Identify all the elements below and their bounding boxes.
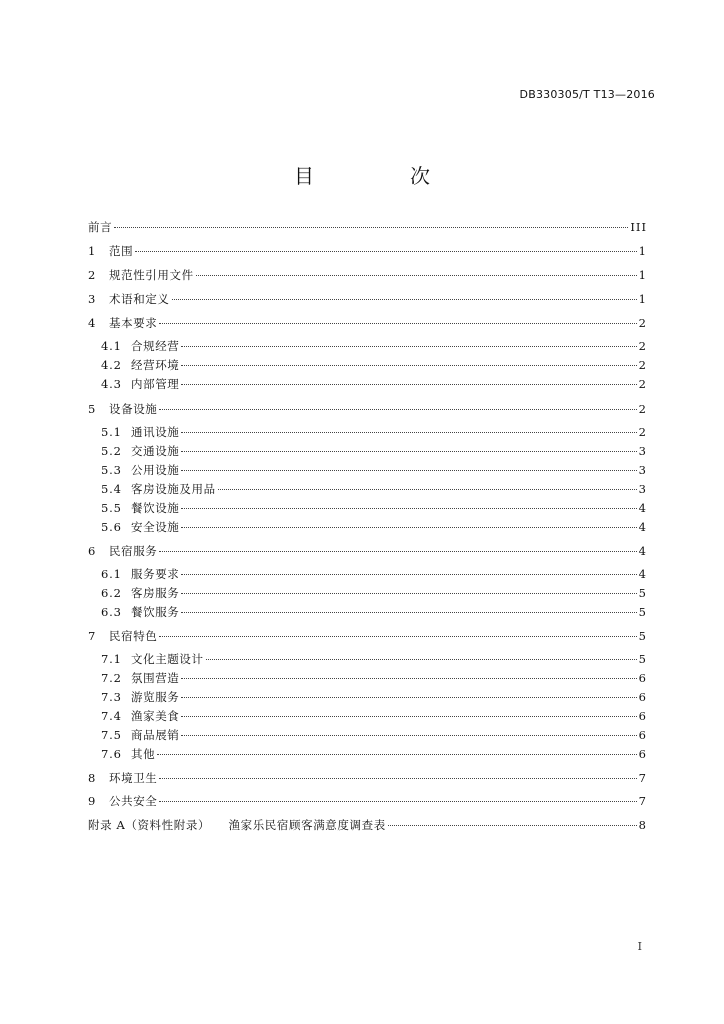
toc-entry-page: III [630,220,647,234]
toc-entry-number: 6.1 [101,567,122,581]
toc-dot-leader [196,275,637,276]
toc-entry[interactable] [88,566,647,582]
toc-entry[interactable] [88,443,647,459]
toc-entry-page: 2 [638,339,647,353]
toc-entry-label: 附录 A（资料性附录） 渔家乐民宿顾客满意度调查表 [88,818,386,832]
toc-entry-number: 5.6 [101,520,122,534]
toc-entry-number: 5.3 [101,463,122,477]
toc-dot-leader [181,612,636,613]
toc-entry-page: 4 [638,544,647,558]
toc-entry-page: 6 [638,690,647,704]
toc-entry-page: 2 [638,316,647,330]
toc-entry-number: 7.2 [101,671,122,685]
toc-entry-label: 设备设施 [109,402,158,416]
document-code: DB330305/T T13—2016 [519,88,655,101]
toc-entry-label: 内部管理 [131,377,180,391]
toc-entry[interactable] [88,219,647,235]
toc-entry[interactable] [88,243,647,259]
toc-entry-label: 公用设施 [131,463,180,477]
toc-entry-number: 6 [88,544,96,558]
toc-entry-label: 通讯设施 [131,425,180,439]
toc-entry-label: 客房服务 [131,586,180,600]
page-number: I [637,940,642,953]
toc-entry-number: 6.3 [101,605,122,619]
toc-entry[interactable] [88,543,647,559]
toc-entry[interactable] [88,315,647,331]
toc-entry-label: 服务要求 [131,567,180,581]
toc-entry-number: 8 [88,771,96,785]
toc-entry-page: 8 [638,818,647,832]
toc-entry[interactable] [88,585,647,601]
toc-dot-leader [181,508,636,509]
toc-entry-label: 商品展销 [131,728,180,742]
toc-dot-leader [157,754,636,755]
toc-entry-page: 2 [638,402,647,416]
toc-entry[interactable] [88,424,647,440]
toc-entry-page: 3 [638,444,647,458]
toc-entry-page: 6 [638,728,647,742]
toc-dot-leader [181,527,636,528]
toc-entry-label: 前言 [88,220,113,234]
toc-entry-label: 环境卫生 [109,771,158,785]
toc-entry-number: 2 [88,268,96,282]
toc-dot-leader [159,636,636,637]
toc-dot-leader [181,735,636,736]
toc-entry-page: 5 [638,605,647,619]
toc-dot-leader [181,432,636,433]
toc-dot-leader [135,251,636,252]
toc-dot-leader [181,384,636,385]
toc-entry[interactable] [88,519,647,535]
toc-entry-number: 5 [88,402,96,416]
toc-entry-page: 1 [638,268,647,282]
page-title: 目 次 [294,164,468,188]
toc-entry-label: 渔家美食 [131,709,180,723]
toc-entry-label: 民宿特色 [109,629,158,643]
toc-entry-number: 3 [88,292,96,306]
toc-entry[interactable] [88,793,647,809]
toc-dot-leader [206,659,637,660]
toc-dot-leader [388,825,637,826]
toc-entry-label: 餐饮设施 [131,501,180,515]
toc-dot-leader [172,299,637,300]
toc-entry[interactable] [88,267,647,283]
toc-entry-page: 3 [638,463,647,477]
toc-entry-label: 术语和定义 [109,292,170,306]
toc-entry[interactable] [88,376,647,392]
toc-dot-leader [114,227,628,228]
toc-entry[interactable] [88,481,647,497]
toc-entry-number: 7.4 [101,709,122,723]
toc-dot-leader [181,451,636,452]
toc-entry-page: 6 [638,747,647,761]
toc-entry-number: 5.5 [101,501,122,515]
toc-entry-number: 7.5 [101,728,122,742]
toc-entry-page: 3 [638,482,647,496]
toc-entry-number: 4.1 [101,339,122,353]
toc-entry-label: 游览服务 [131,690,180,704]
toc-dot-leader [181,678,636,679]
toc-entry[interactable] [88,727,647,743]
toc-entry[interactable] [88,401,647,417]
toc-entry-number: 7.3 [101,690,122,704]
toc-entry-label: 民宿服务 [109,544,158,558]
toc-entry-label: 文化主题设计 [131,652,204,666]
toc-entry-number: 4 [88,316,96,330]
toc-entry-page: 5 [638,629,647,643]
toc-entry-number: 5.4 [101,482,122,496]
toc-entry-page: 2 [638,358,647,372]
toc-entry-label: 规范性引用文件 [109,268,194,282]
toc-entry-page: 4 [638,567,647,581]
toc-entry[interactable] [88,500,647,516]
toc-dot-leader [181,716,636,717]
toc-entry-page: 4 [638,520,647,534]
toc-entry-label: 范围 [109,244,134,258]
toc-entry-label: 安全设施 [131,520,180,534]
toc-dot-leader [181,365,636,366]
toc-entry-label: 公共安全 [109,794,158,808]
toc-entry-number: 7 [88,629,96,643]
toc-entry-page: 2 [638,425,647,439]
toc-entry[interactable] [88,670,647,686]
toc-entry[interactable] [88,770,647,786]
toc-entry[interactable] [88,708,647,724]
toc-entry-number: 5.2 [101,444,122,458]
toc-entry-page: 1 [638,244,647,258]
toc-entry[interactable] [88,628,647,644]
toc-entry-number: 6.2 [101,586,122,600]
toc-dot-leader [181,593,636,594]
toc-entry[interactable] [88,689,647,705]
toc-entry-page: 1 [638,292,647,306]
toc-entry[interactable] [88,817,647,833]
toc-entry-page: 6 [638,671,647,685]
toc-entry-label: 合规经营 [131,339,180,353]
toc-entry-label: 客房设施及用品 [131,482,216,496]
toc-entry[interactable] [88,291,647,307]
toc-dot-leader [218,489,637,490]
toc-entry-page: 5 [638,586,647,600]
toc-entry-label: 交通设施 [131,444,180,458]
toc-entry[interactable] [88,338,647,354]
toc-entry-number: 9 [88,794,96,808]
toc-dot-leader [181,346,636,347]
toc-entry-number: 7.1 [101,652,122,666]
toc-dot-leader [181,574,636,575]
toc-entry-page: 6 [638,709,647,723]
toc-dot-leader [159,409,636,410]
toc-entry-number: 1 [88,244,96,258]
toc-entry-label: 氛围营造 [131,671,180,685]
toc-entry-label: 其他 [131,747,156,761]
toc-dot-leader [159,551,636,552]
toc-entry-page: 2 [638,377,647,391]
toc-entry[interactable] [88,357,647,373]
toc-entry-page: 4 [638,501,647,515]
toc-entry-page: 7 [638,794,647,808]
toc-entry-label: 餐饮服务 [131,605,180,619]
toc-dot-leader [181,470,636,471]
toc-dot-leader [181,697,636,698]
toc-entry[interactable] [88,462,647,478]
toc-entry[interactable] [88,746,647,762]
toc-entry-label: 经营环境 [131,358,180,372]
toc-entry[interactable] [88,604,647,620]
toc-entry-number: 4.3 [101,377,122,391]
toc-entry-page: 7 [638,771,647,785]
toc-entry-page: 5 [638,652,647,666]
toc-dot-leader [159,801,636,802]
toc-dot-leader [159,323,636,324]
toc-dot-leader [159,778,636,779]
toc-entry-number: 5.1 [101,425,122,439]
toc-entry-label: 基本要求 [109,316,158,330]
toc-entry-number: 4.2 [101,358,122,372]
toc-entry[interactable] [88,651,647,667]
toc-entry-number: 7.6 [101,747,122,761]
